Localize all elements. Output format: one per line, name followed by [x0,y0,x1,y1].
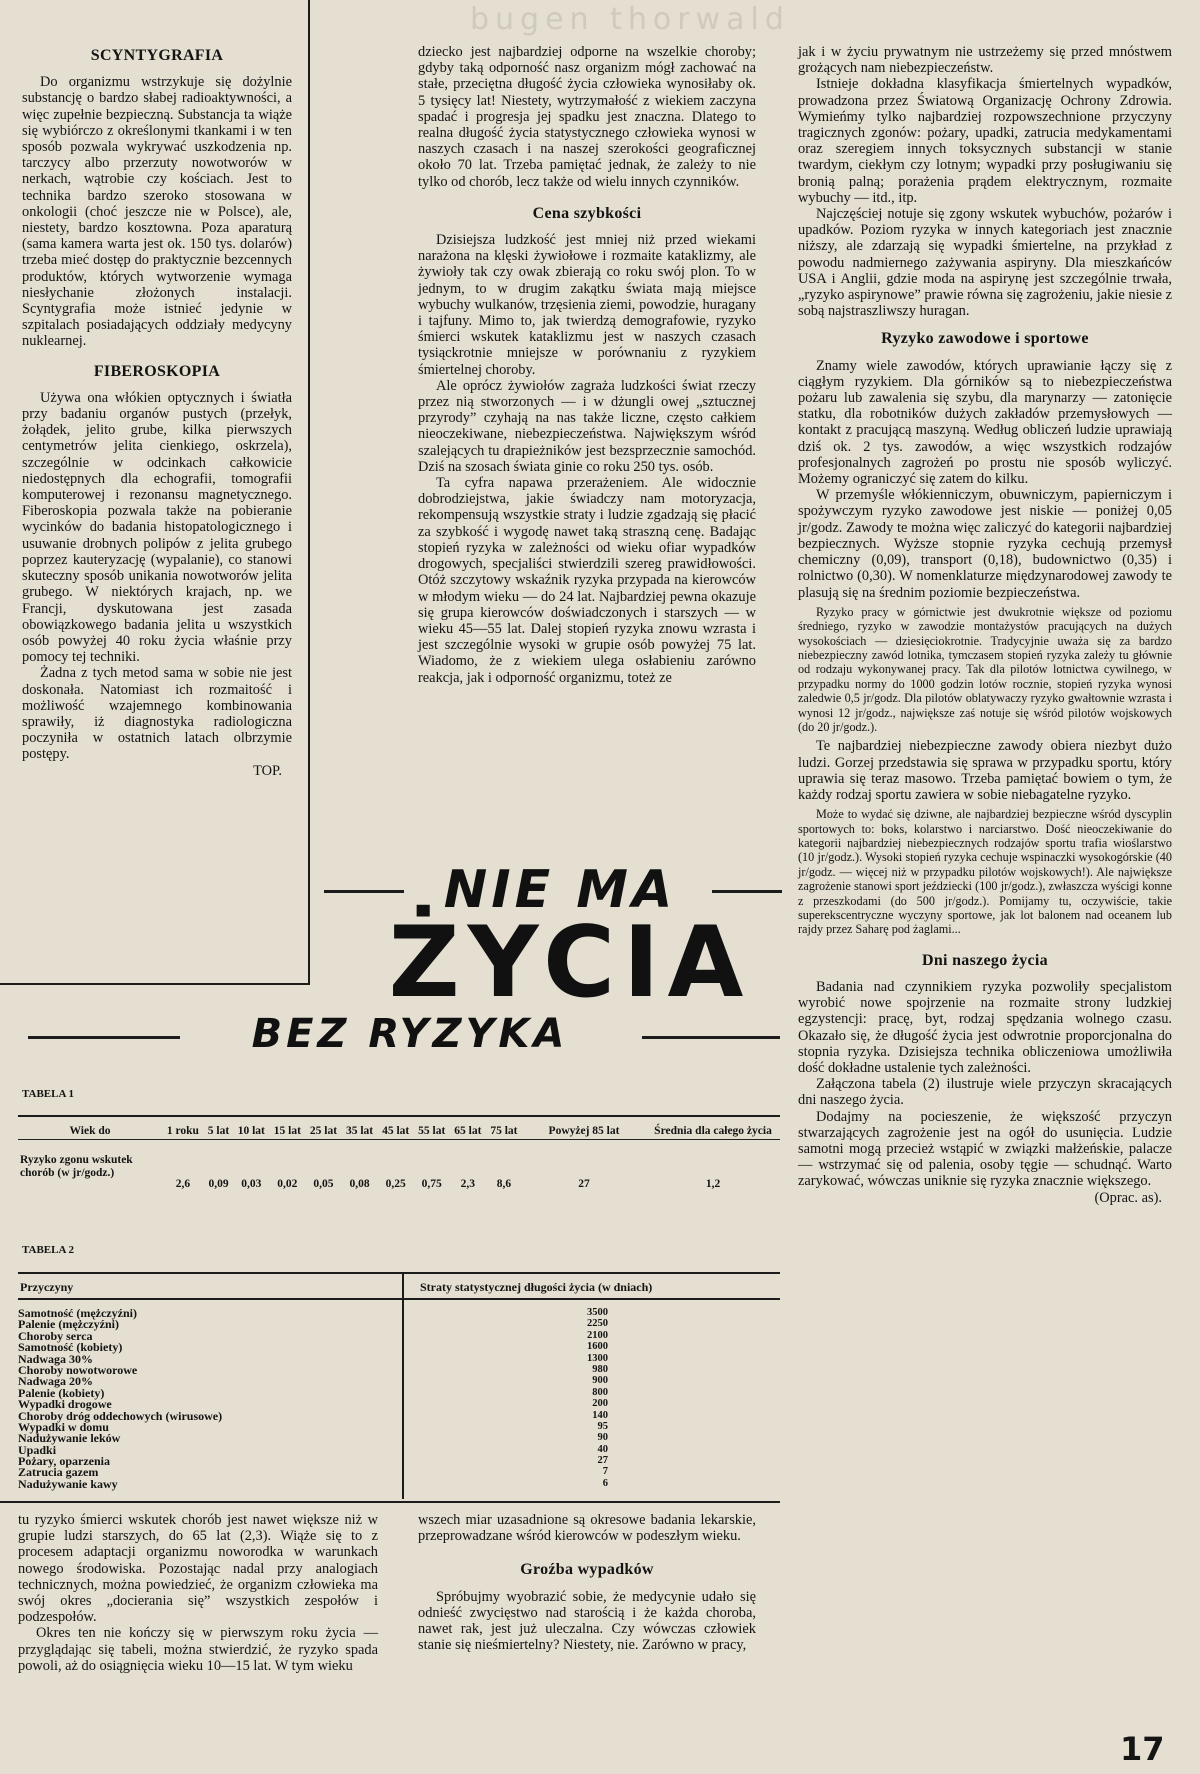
left-column-border [308,0,310,985]
tabela2-cause: Pożary, oparzenia [18,1454,110,1469]
banner-rule-left-top [324,890,404,893]
tabela2-cause: Palenie (mężczyźni) [18,1317,119,1332]
tabela2-days: 40 [597,1443,608,1455]
paragraph: Używa ona włókien optycznych i światła przy badaniu organów pustych (przełyk, żołądek, jelito grube, kilka pierwszych centymetrów jelita cienkiego, oskrzela), szczególnie w odcinkach całkowicie niedostępnych dla echografii, tomografii komputerowej i rezonansu magnetycznego. Fiberoskopia pozwala także na pobieranie wycinków do badania histopatologicznego i usuwanie drobnych polipów z jelita grubego poprzez kauteryzację (wypalanie), co stanowi skuteczny sposób unikania nowotworów jelita grubego. W niektórych krajach, np. we Francji, dyskutowana jest zasada obowiązkowego badania jelita u wszystkich osób powyżej 40 roku życia właśnie przy pomocy tej techniki. [22,389,292,666]
banner-line3: BEZ RYZYKA [251,1011,569,1057]
heading-fiberoskopia: FIBEROSKOPIA [93,362,221,380]
tabela2-days: 27 [597,1455,608,1467]
tabela2-row [18,1433,608,1444]
tabela2-days: 800 [592,1386,608,1398]
left-column-bottom-border [0,983,310,985]
tabela2-cause: Wypadki w domu [18,1419,109,1434]
tabela2-row [18,1319,608,1330]
tabela2-days: 980 [592,1363,608,1375]
tabela2-head-right: Straty statystycznej długości życia (w dniach) [420,1280,653,1294]
tabela2-cause: Zatrucia gazem [18,1465,99,1480]
tabela1-avg-value: 1,2 [646,1140,780,1193]
tabela2-row [18,1376,608,1387]
heading-grozba-wypadkow: Groźba wypadków [520,1561,654,1579]
page-number: 17 [1120,1730,1165,1768]
tabela1-value: 0,25 [378,1140,414,1193]
paragraph: Żadna z tych metod sama w sobie nie jest doskonała. Natomiast ich rozmaitość i możliwość wzajemnego kombinowania sprawiły, iż diagnostyka radiologiczna poczyniła w ostatnich latach olbrzymie postępy. [22,665,292,763]
tabela2-row [18,1342,608,1353]
paragraph: Najczęściej notuje się zgony wskutek wybuchów, pożarów i upadków. Poziom ryzyka w innych kategoriach jest znacznie niższy, ale zdarzają się wypadki śmiertelne, na przykład z powodu nadmiernego zażywania aspiryny. Dla mieszkańców USA i Anglii, gdzie moda na aspirynę jest szczególnie trwała, „ryzyko aspirynowe” prawie równa się zagrożeniu, jakie niesie z sobą najstraszliwszy huragan. [798,206,1172,320]
tabela1-over-value: 27 [522,1140,646,1193]
tabela2-cause: Choroby dróg oddechowych (wirusowe) [18,1408,223,1423]
tabela1-value: 0,05 [305,1140,341,1193]
tabela1-age: 55 lat [418,1125,446,1137]
tabela1-age: 75 lat [490,1125,518,1137]
tabela2-days: 90 [597,1432,608,1444]
middle-column [418,44,756,686]
tabela2-cause: Wypadki drogowe [18,1397,112,1412]
paragraph: wszech miar uzasadnione są okresowe badania lekarskie, przeprowadzane wśród kierowców w podeszłym wieku. [418,1512,756,1545]
heading-dni-naszego-zycia: Dni naszego życia [922,951,1048,969]
tabela2-row [18,1476,608,1491]
heading-cena-szybkosci: Cena szybkości [532,204,642,222]
tabela2-cause: Upadki [18,1442,57,1457]
faint-header: bugen thorwald [470,2,790,37]
banner-line1: NIE MA [443,860,677,920]
tabela1-value: 0,09 [204,1140,233,1193]
tabela1-value: 0,08 [342,1140,378,1193]
tabela2-cause: Palenie (kobiety) [18,1385,105,1400]
tabela1-age: 45 lat [382,1125,410,1137]
tabela2-days: 200 [592,1398,608,1410]
tabela1-age: 65 lat [454,1125,482,1137]
tabela2-head-left: Przyczyny [20,1280,74,1294]
tabela2-days: 6 [602,1477,608,1489]
tabela1-value: 2,6 [162,1140,204,1193]
paragraph: dziecko jest najbardziej odporne na wszelkie choroby; gdyby taką odporność nasz organizm mógł zachować na stałe, przeciętna długość życia człowieka wynosiłaby ok. 5 tysięcy lat! Niestety, wytrzymałość z wiekiem zaczyna spadać i progresja jej spadku jest znaczna. Dlatego to realna długość życia statystycznego człowieka wynosi w naszych czasach i na naszej szerokości geograficznej około 70 lat. Trzeba pamiętać jednak, że zależy to nie tylko od chorób, lecz także od wielu innych czynników. [418,44,756,190]
paragraph: Ale oprócz żywiołów zagraża ludzkości świat rzeczy przez nią stworzonych — i w dżungli owej „sztucznej przyrody” czyhają na nas także liczne, często całkiem nieoczekiwane, niebezpieczeństwa. Największym wśród szalejących tu drapieżników jest bezsprzecznie samochód. Dziś na szosach świata ginie co roku 250 tys. osób. [418,377,756,475]
heading-ryzyko-zawodowe: Ryzyko zawodowe i sportowe [881,330,1089,348]
bottom-column-1 [18,1512,378,1674]
paragraph: Dodajmy na pocieszenie, że większość przyczyn stwarzających zagrożenie jest na ogół do usunięcia. Ludzie samotni mogą przecież wstąpić w związki małżeńskie, palacze — wstrzymać się od palenia, osoby tęgie — schudnąć. Warto zarykować, wówczas uniknie się ryzyka znacznie większego. [798,1108,1172,1190]
signature-top: TOP. [253,762,282,779]
paragraph: Znamy wiele zawodów, których uprawianie łączy się z ciągłym ryzykiem. Dla górników są to niebezpieczeństwa pożaru lub zawalenia się szybu, dla marynarzy — zatonięcie statku, dla robotników dużych zakładów przemysłowych — kontakt z pracującą maszyną. Według obliczeń ludzie uprawiają dziś ok. 2 tys. zawodów, a więc wszystkich rodzajów profesjonalnych zagrożeń po prostu nie sposób wyliczyć. Możemy ograniczyć się zatem do kilku. [798,357,1172,488]
tabela2-cause: Nadużywanie kawy [18,1476,118,1491]
tabela1-label: TABELA 1 [22,1088,75,1100]
tabela1-data-row [18,1140,780,1193]
paragraph: W przemyśle włókienniczym, obuwniczym, papierniczym i spożywczym ryzyko zawodowe jest niskie — poniżej 0,05 jr/godz. Zawody te można więc zaliczyć do kategorii najbardziej bezpiecznych. Wyższe stopnie ryzyka cechują przemysł chemiczny (0,09), transport (0,18), budownictwo (0,35) i rolnictwo (0,30). W nomenklaturze międzynarodowej zawody te plasują się na średnim poziomie bezpieczeństwa. [798,487,1172,601]
tabela2-row [18,1456,608,1467]
tabela2-label: TABELA 2 [22,1244,75,1256]
tabela2-row [18,1362,608,1377]
paragraph: jak i w życiu prywatnym nie ustrzeżemy się przed mnóstwem grożących nam niebezpieczeństw. [798,44,1172,77]
bottom-column-2 [418,1512,756,1653]
tabela1-head-avg: Średnia dla całego życia [654,1125,772,1137]
tabela1-age: 35 lat [345,1125,374,1137]
paragraph: Dzisiejsza ludzkość jest mniej niż przed wiekami narażona na klęski żywiołowe i rozmaite kataklizmy, ale żywioły tak czy owak zbierają co roku swój plon. To w jednym, to w drugim zakątku świata mają miejsce wybuchy wulkanów, trzęsienia ziemi, powodzie, huragany i tajfuny. Mimo to, jak twierdzą demografowie, ryzyko śmierci wskutek kataklizmu jest w naszych czasach tysiąckrotnie mniejsze w porównaniu z ryzykiem śmiertelnej choroby. [418,232,756,378]
paragraph: Badania nad czynnikiem ryzyka pozwoliły specjalistom wyrobić nowe spojrzenie na rozmaite strony ludzkiej egzystencji: pracę, byt, rodzaj spędzania wolnego czasu. Okazało się, że długość życia jest odwrotnie proporcjonalna do stopnia ryzyka. Dzisiejsza technika obliczeniowa umożliwiła dość dokładne ustalenie tych zależności. [798,979,1172,1077]
tabela2-days: 2100 [587,1329,608,1341]
tabela1-top-rule [18,1115,780,1117]
left-column [22,40,292,779]
tabela1-age: 1 roku [166,1125,199,1137]
tabela2-days: 140 [592,1409,608,1421]
tabela2-days: 1300 [587,1352,608,1364]
paragraph: Okres ten nie kończy się w pierwszym roku życia — przyglądając się tabeli, można stwierdzić, że ryzyko spada powoli, aż do osiągnięcia wieku 10—15 lat. W tym wieku [18,1625,378,1674]
heading-scyntygrafia: SCYNTYGRAFIA [90,47,224,64]
paragraph-small: Może to wydać się dziwne, ale najbardziej bezpieczne wśród dyscyplin sportowych to: boks, kolarstwo i narciarstwo. Dość nieoczekiwanie do kategorii najbardziej niebezpiecznych rodzajów sportu trafia wioślarstwo (10 jr/godz.). Wysoki stopień ryzyka cechuje wspinaczki wysokogórskie (40 jr/godz. — więcej niż w przypadku pilotów wojskowych!). Ale największe zagrożenie stanowi sport jeździecki (100 jr/godz.), zwłaszcza wyścigi konne z przeszkodami (do 500 jr/godz.). Pomijamy tu, oczywiście, takie superekscentryczne wyczyny sportowe, jak lot balonem nad oceanem lub rajdy przez Saharę pod żaglami... [798,807,1172,937]
tabela2-cause: Nadużywanie leków [18,1431,121,1446]
tabela1-age: 5 lat [207,1125,230,1137]
paragraph: tu ryzyko śmierci wskutek chorób jest nawet większe niż w grupie ludzi starszych, do 65 lat (2,3). Wiąże się to z procesem adaptacji organizmu noworodka w warunkach nowego środowiska. Pozostając nadal przy analogiach technicznych, można powiedzieć, że organizm człowieka ma swój okres „docierania się” wszystkich zespołów i podzespołów. [18,1512,378,1626]
banner-rule-right-top [712,890,782,893]
tabela1-header-row [18,1124,780,1140]
tabela1-head-over: Powyżej 85 lat [548,1125,620,1137]
tabela1-age: 10 lat [237,1125,265,1137]
tabela2-cause: Samotność (mężczyźni) [18,1306,137,1320]
tabela2-cause: Samotność (kobiety) [18,1340,123,1355]
paragraph: Spróbujmy wyobrazić sobie, że medycynie udało się odnieść zwycięstwo nad starością i że każda choroba, nawet rak, jest już uleczalna. Czy wówczas człowiek stanie się nieśmiertelny? Niestety, nie. Zarówno w pracy, [418,1588,756,1654]
tabela1-value: 0,03 [233,1140,269,1193]
tabela2-days: 1600 [587,1341,608,1353]
tabela1-value: 8,6 [486,1140,522,1193]
banner-rule-left-bottom [28,1036,180,1039]
paragraph: Ta cyfra napawa przerażeniem. Ale widocznie dobrodziejstwa, jakie świadczy nam motoryzacja, rekompensują wszystkie straty i ludzie zgadzają się płacić za szybkość i wygodę nawet taką straszną cenę. Badając stopień ryzyka w zależności od wieku ofiar wypadków drogowych, specjaliści stwierdzili szereg prawidłowości. Otóż szczytowy wskaźnik ryzyka przypada na kierowców w młodym wieku — do 24 lat. Najbardziej pewna okazuje się grupa kierowców doświadczonych i starszych — w wieku 45—55 lat. Dalej stopień ryzyka znowu wzrasta i jest szczególnie wysoki w grupie osób powyżej 75 lat. Wiadomo, że z wiekiem ulega osłabieniu zarówno reakcja, jak i odporność organizmu, toteż ze [418,475,756,686]
tabela1 [18,1124,780,1192]
tabela2-days: 7 [602,1466,608,1478]
tabela2-days: 900 [592,1375,608,1387]
tabela2-days: 95 [597,1420,608,1432]
paragraph: Do organizmu wstrzykuje się dożylnie substancję o bardzo słabej radioaktywności, a więc zupełnie bezpieczną. Substancja ta wiąże się wybiórczo z określonymi tkankami i w ten sposób pozwala wykrywać uszkodzenia np. tarczycy albo przerzuty nowotworów w nerkach, wątrobie czy kościach. Jest to technika bardzo szeroko stosowana w onkologii (choć jeszcze nie w Polsce), ale, niestety, bardzo kosztowna. Poza aparaturą (sama kamera warta jest ok. 150 tys. dolarów) trzeba mieć dostęp do praktycznie bezcennych produktów, których wytworzenie wymaga niesłychanie złożonych instalacji. Scyntygrafia może istnieć jedynie w szpitalach posiadających oddziały medycyny nuklearnej. [22,74,292,350]
signature-oprac: (Oprac. as). [1094,1189,1162,1206]
paragraph: Załączona tabela (2) ilustruje wiele przyczyn skracających dni naszego życia. [798,1076,1172,1109]
tabela1-value: 0,02 [269,1140,305,1193]
tabela1-head-wiek: Wiek do [69,1125,111,1137]
tabela1-value: 2,3 [450,1140,486,1193]
right-column [798,44,1172,1206]
tabela2-days: 2250 [587,1318,608,1330]
tabela2-head-rule [18,1298,780,1300]
tabela1-age: 15 lat [273,1125,301,1137]
tabela1-row-label: Ryzyko zgonu wskutek chorób (w jr/godz.) [18,1140,162,1193]
tabela1-value: 0,75 [414,1140,450,1193]
paragraph: Istnieje dokładna klasyfikacja śmiertelnych wypadków, prowadzona przez Światową Organizację Ochrony Zdrowia. Wymieńmy tylko najbardziej rozpowszechnione przyczyny tragicznych zgonów: pożary, upadki, zatrucia medykamentami oraz szeregiem innych toksycznych substancji w stanie twardym, ciekłym czy lotnym; wypadki przy posługiwaniu się bronią palną; porażenia prądem elektrycznym, rozmaite wybuchy — itd., itp. [798,76,1172,206]
tabela2-cause: Choroby serca [18,1328,93,1343]
tabela1-age: 25 lat [309,1125,338,1137]
banner-rule-right-bottom [642,1036,780,1039]
tabela2-cause: Choroby nowotworowe [18,1362,138,1377]
tabela2-top-rule [18,1272,780,1274]
tabela2-days: 3500 [587,1307,608,1318]
paragraph-small: Ryzyko pracy w górnictwie jest dwukrotnie większe od poziomu średniego, ryzyko w zawodzie montażystów pracujących na dużych wysokościach — dziesięciokrotnie. Tradycyjnie uważa się za bardzo niebezpieczny zawód lotnika, tymczasem stopień ryzyka zależy tu głównie od rodzaju wykonywanej pracy. Tak dla pilotów lotnictwa cywilnego, w przypadku normy do 1000 godzin lotów rocznie, stopień ryzyka wynosi zaledwie 0,5 jr/godz. Dla pilotów oblatywaczy ryzyko gwałtownie wzrasta i wynosi 12 jr/godz., największe zaś notuje się wśród pilotów wojskowych (do 20 jr/godz.). [798,604,1172,734]
banner-line2: ŻYCIA [388,906,752,1020]
tabela2-rows [18,1308,608,1490]
tabela2-bottom-rule [0,1501,780,1503]
paragraph: Te najbardziej niebezpieczne zawody obiera niezbyt dużo ludzi. Gorzej przedstawia się sprawa w przypadku sportu, który uprawia się teraz masowo. Trzeba pamiętać bowiem o tym, że każdy rodzaj sportu zawiera w sobie niebagatelne ryzyko. [798,738,1172,803]
tabela2-cause: Nadwaga 20% [18,1374,94,1389]
tabela2-cause: Nadwaga 30% [18,1351,94,1366]
